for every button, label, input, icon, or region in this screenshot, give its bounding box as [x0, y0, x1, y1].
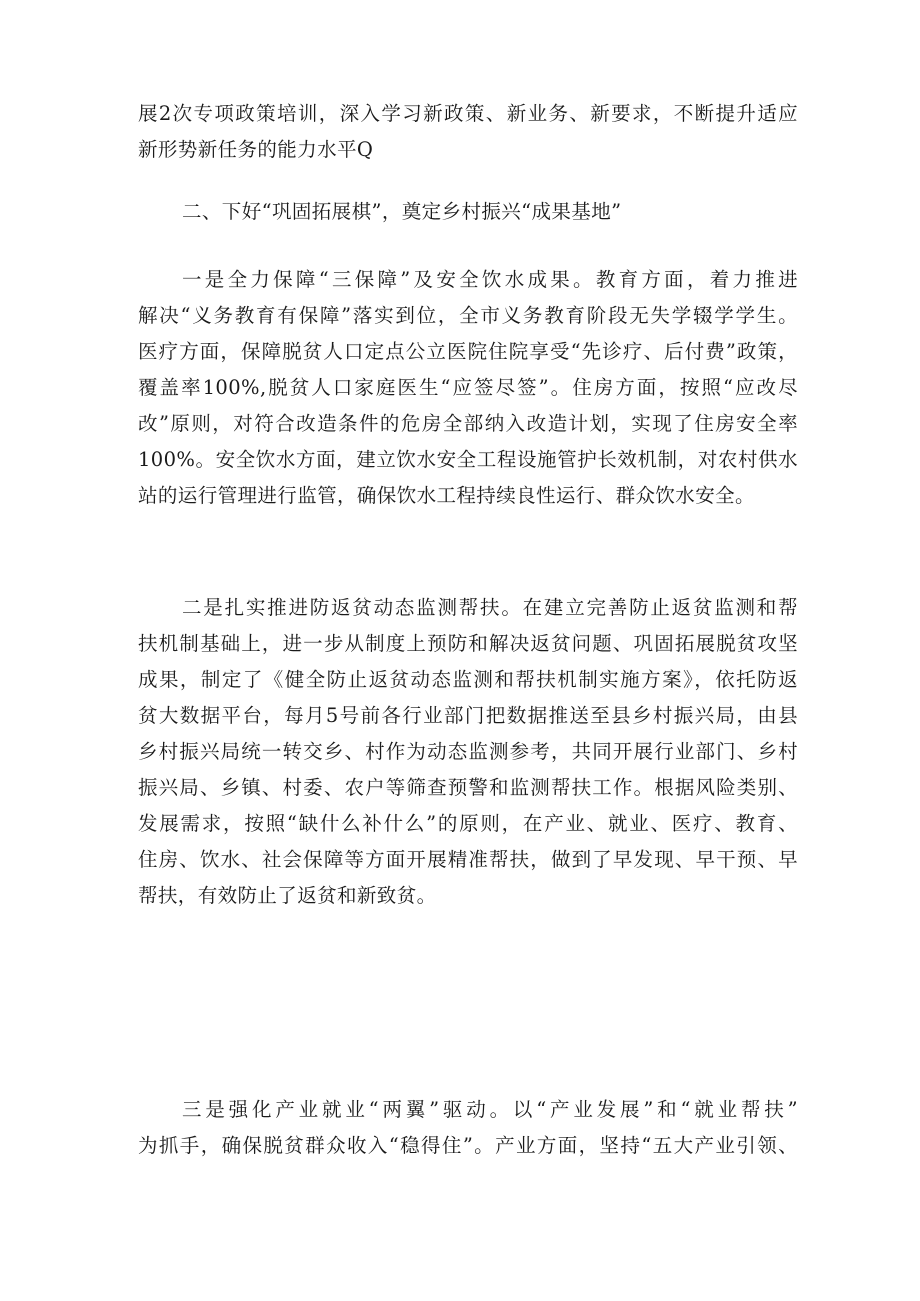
section-heading [138, 194, 798, 230]
text-line: 新形势新任务的能力水平Q [138, 138, 374, 161]
text-line: 乡村振兴局统一转交乡、村作为动态监测参考，共同开展行业部门、乡村 [138, 740, 798, 763]
text-line: 站的运行管理进行监管，确保饮水工程持续良性运行、群众饮水安全。 [138, 484, 755, 507]
text-line: 医疗方面，保障脱贫人口定点公立医院住院享受“先诊疗、后付费”政策， [138, 340, 798, 363]
text-line: 扶机制基础上，进一步从制度上预防和解决返贫问题、巩固拓展脱贫攻坚 [138, 632, 798, 655]
text-line: 为抓手，确保脱贫群众收入“稳得住”。产业方面，坚持“五大产业引领、 [138, 1134, 798, 1157]
text-line: 覆盖率100%,脱贫人口家庭医生“应签尽签”。住房方面，按照“应改尽 [138, 376, 798, 399]
text-line: 改”原则，对符合改造条件的危房全部纳入改造计划，实现了住房安全率 [138, 412, 798, 435]
text-line: 一是全力保障“三保障”及安全饮水成果。教育方面，着力推进 [182, 268, 798, 291]
text-line: 帮扶，有效防止了返贫和新致贫。 [138, 884, 437, 907]
paragraph-three-guarantees [138, 262, 798, 514]
text-line: 成果，制定了《健全防止返贫动态监测和帮扶机制实施方案》，依托防返 [138, 668, 798, 691]
text-line: 贫大数据平台，每月5号前各行业部门把数据推送至县乡村振兴局，由县 [138, 704, 798, 727]
text-line: 三是强化产业就业“两翼”驱动。以“产业发展”和“就业帮扶” [182, 1098, 798, 1121]
text-line: 发展需求，按照“缺什么补什么”的原则，在产业、就业、医疗、教育、 [138, 812, 798, 835]
text-line: 住房、饮水、社会保障等方面开展精准帮扶，做到了早发现、早干预、早 [138, 848, 798, 871]
text-line: 振兴局、乡镇、村委、农户等筛查预警和监测帮扶工作。根据风险类别、 [138, 776, 798, 799]
text-line: 解决“义务教育有保障”落实到位，全市义务教育阶段无失学辍学学生。 [138, 304, 798, 327]
text-line: 二是扎实推进防返贫动态监测帮扶。在建立完善防止返贫监测和帮 [182, 596, 798, 619]
text-line: 100%。安全饮水方面，建立饮水安全工程设施管护长效机制，对农村供水 [138, 448, 798, 471]
paragraph-poverty-monitoring [138, 590, 798, 914]
paragraph-training [138, 96, 798, 168]
paragraph-industry-employment [138, 1092, 798, 1164]
heading-text: 二、下好“巩固拓展棋”，奠定乡村振兴“成果基地” [182, 200, 622, 223]
text-line: 展2次专项政策培训，深入学习新政策、新业务、新要求，不断提升适应 [138, 102, 798, 125]
